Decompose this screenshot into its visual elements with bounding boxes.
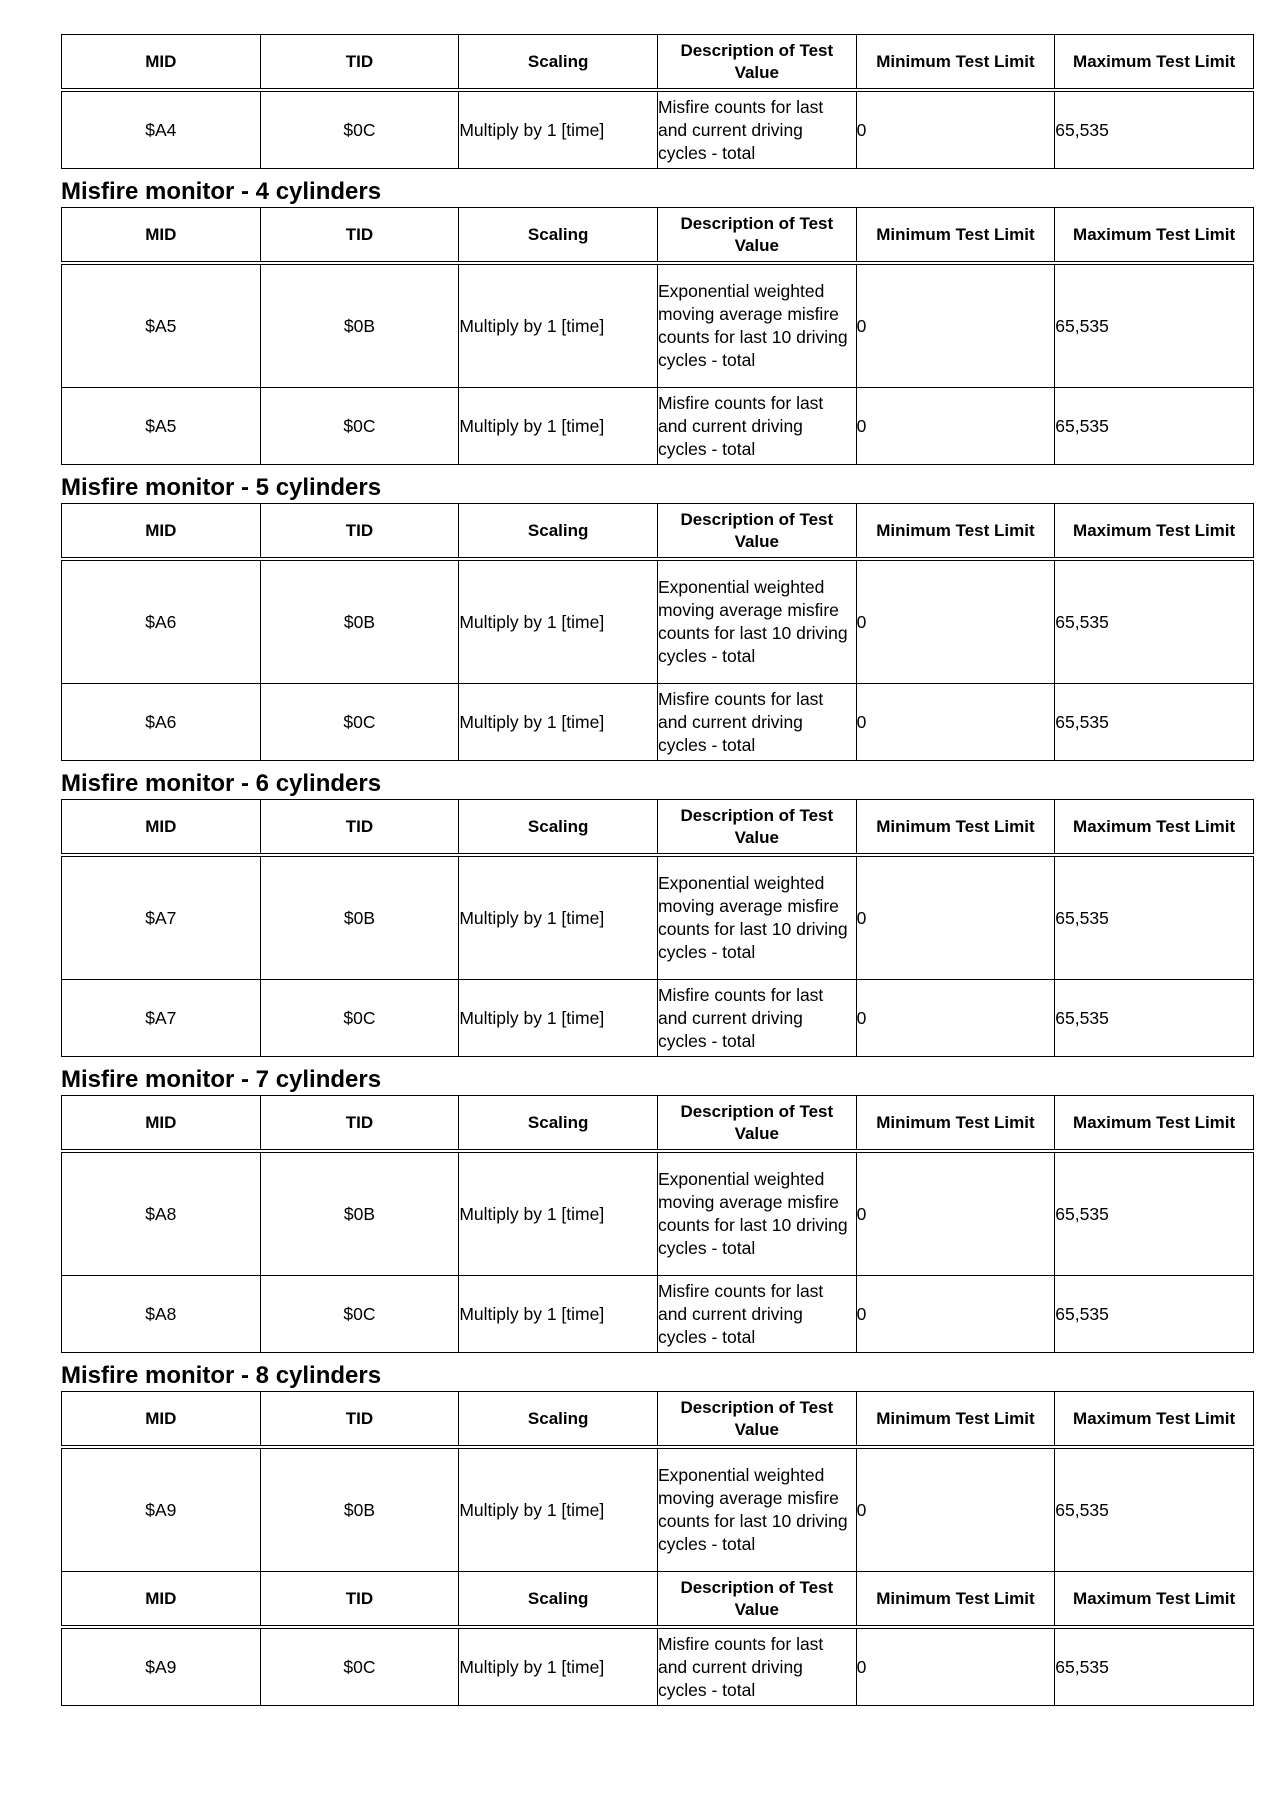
tid-cell: $0B [260, 263, 459, 388]
max-limit-cell: 65,535 [1055, 90, 1254, 169]
tid-cell: $0B [260, 1447, 459, 1572]
mid-header: MID [62, 35, 261, 91]
description-header: Description of Test Value [657, 1572, 856, 1628]
scaling-header: Scaling [459, 800, 658, 856]
scaling-header: Scaling [459, 1392, 658, 1448]
min-limit-header: Minimum Test Limit [856, 1096, 1055, 1152]
scaling-cell: Multiply by 1 [time] [459, 559, 658, 684]
scaling-cell: Multiply by 1 [time] [459, 1151, 658, 1276]
max-limit-cell: 65,535 [1055, 855, 1254, 980]
mid-header: MID [62, 1096, 261, 1152]
max-limit-cell: 65,535 [1055, 1151, 1254, 1276]
tid-header: TID [260, 1392, 459, 1448]
scaling-header: Scaling [459, 1572, 658, 1628]
table-row [62, 559, 1254, 684]
description-header: Description of Test Value [657, 208, 856, 264]
test-limits-table [61, 34, 1254, 169]
scaling-header: Scaling [459, 35, 658, 91]
section-title: Misfire monitor - 8 cylinders [61, 1362, 382, 1389]
tid-header: TID [260, 504, 459, 560]
min-limit-header: Minimum Test Limit [856, 1572, 1055, 1628]
max-limit-cell: 65,535 [1055, 1627, 1254, 1706]
max-limit-header: Maximum Test Limit [1055, 208, 1254, 264]
description-header: Description of Test Value [657, 800, 856, 856]
test-limits-table [61, 207, 1254, 465]
description-cell: Misfire counts for last and current driving cycles - total [657, 388, 856, 465]
max-limit-header: Maximum Test Limit [1055, 504, 1254, 560]
description-cell: Misfire counts for last and current driving cycles - total [657, 1627, 856, 1706]
mid-cell: $A4 [62, 90, 261, 169]
tid-cell: $0C [260, 1276, 459, 1353]
mid-cell: $A9 [62, 1447, 261, 1572]
table-header-row [62, 35, 1254, 91]
min-limit-cell: 0 [856, 980, 1055, 1057]
tid-header: TID [260, 208, 459, 264]
description-cell: Misfire counts for last and current driving cycles - total [657, 980, 856, 1057]
mid-cell: $A6 [62, 559, 261, 684]
tid-cell: $0C [260, 388, 459, 465]
table-row [62, 90, 1254, 169]
mid-header: MID [62, 1392, 261, 1448]
table-row [62, 684, 1254, 761]
document-page [61, 34, 1253, 1706]
mid-cell: $A5 [62, 388, 261, 465]
description-cell: Exponential weighted moving average misfire counts for last 10 driving cycles - total [657, 559, 856, 684]
scaling-cell: Multiply by 1 [time] [459, 684, 658, 761]
description-header: Description of Test Value [657, 1096, 856, 1152]
scaling-cell: Multiply by 1 [time] [459, 90, 658, 169]
mid-header: MID [62, 208, 261, 264]
max-limit-header: Maximum Test Limit [1055, 1572, 1254, 1628]
mid-cell: $A8 [62, 1276, 261, 1353]
description-cell: Misfire counts for last and current driving cycles - total [657, 684, 856, 761]
min-limit-cell: 0 [856, 90, 1055, 169]
min-limit-cell: 0 [856, 1627, 1055, 1706]
scaling-cell: Multiply by 1 [time] [459, 1276, 658, 1353]
tid-header: TID [260, 800, 459, 856]
scaling-header: Scaling [459, 504, 658, 560]
table-header-row [62, 1572, 1254, 1628]
table-row [62, 1447, 1254, 1572]
scaling-header: Scaling [459, 1096, 658, 1152]
section-title: Misfire monitor - 4 cylinders [61, 178, 382, 205]
table-row [62, 855, 1254, 980]
min-limit-header: Minimum Test Limit [856, 35, 1055, 91]
scaling-cell: Multiply by 1 [time] [459, 980, 658, 1057]
scaling-cell: Multiply by 1 [time] [459, 388, 658, 465]
tid-cell: $0C [260, 980, 459, 1057]
table-header-row [62, 504, 1254, 560]
table-row [62, 1276, 1254, 1353]
max-limit-cell: 65,535 [1055, 559, 1254, 684]
mid-header: MID [62, 1572, 261, 1628]
description-cell: Exponential weighted moving average misfire counts for last 10 driving cycles - total [657, 855, 856, 980]
tid-header: TID [260, 1572, 459, 1628]
description-header: Description of Test Value [657, 35, 856, 91]
max-limit-cell: 65,535 [1055, 684, 1254, 761]
min-limit-header: Minimum Test Limit [856, 800, 1055, 856]
test-limits-table [61, 1391, 1254, 1706]
min-limit-cell: 0 [856, 855, 1055, 980]
tid-cell: $0B [260, 1151, 459, 1276]
test-limits-table [61, 503, 1254, 761]
tid-cell: $0C [260, 1627, 459, 1706]
max-limit-cell: 65,535 [1055, 1276, 1254, 1353]
max-limit-header: Maximum Test Limit [1055, 1392, 1254, 1448]
min-limit-cell: 0 [856, 1276, 1055, 1353]
mid-cell: $A6 [62, 684, 261, 761]
tid-header: TID [260, 35, 459, 91]
mid-header: MID [62, 800, 261, 856]
max-limit-cell: 65,535 [1055, 980, 1254, 1057]
min-limit-cell: 0 [856, 1151, 1055, 1276]
min-limit-header: Minimum Test Limit [856, 208, 1055, 264]
scaling-cell: Multiply by 1 [time] [459, 1447, 658, 1572]
table-row [62, 980, 1254, 1057]
scaling-cell: Multiply by 1 [time] [459, 263, 658, 388]
min-limit-cell: 0 [856, 263, 1055, 388]
section-title: Misfire monitor - 5 cylinders [61, 474, 382, 501]
scaling-cell: Multiply by 1 [time] [459, 855, 658, 980]
description-cell: Misfire counts for last and current driving cycles - total [657, 1276, 856, 1353]
table-header-row [62, 1392, 1254, 1448]
section-title: Misfire monitor - 7 cylinders [61, 1066, 382, 1093]
test-limits-table [61, 799, 1254, 1057]
table-header-row [62, 1096, 1254, 1152]
scaling-header: Scaling [459, 208, 658, 264]
min-limit-cell: 0 [856, 388, 1055, 465]
mid-cell: $A5 [62, 263, 261, 388]
tid-cell: $0C [260, 684, 459, 761]
min-limit-cell: 0 [856, 559, 1055, 684]
table-row [62, 1151, 1254, 1276]
mid-cell: $A8 [62, 1151, 261, 1276]
tid-header: TID [260, 1096, 459, 1152]
min-limit-cell: 0 [856, 684, 1055, 761]
test-limits-table [61, 1095, 1254, 1353]
description-cell: Misfire counts for last and current driving cycles - total [657, 90, 856, 169]
scaling-cell: Multiply by 1 [time] [459, 1627, 658, 1706]
max-limit-cell: 65,535 [1055, 263, 1254, 388]
description-cell: Exponential weighted moving average misfire counts for last 10 driving cycles - total [657, 1151, 856, 1276]
table-header-row [62, 800, 1254, 856]
min-limit-header: Minimum Test Limit [856, 1392, 1055, 1448]
min-limit-cell: 0 [856, 1447, 1055, 1572]
max-limit-cell: 65,535 [1055, 1447, 1254, 1572]
max-limit-header: Maximum Test Limit [1055, 35, 1254, 91]
description-cell: Exponential weighted moving average misfire counts for last 10 driving cycles - total [657, 263, 856, 388]
max-limit-cell: 65,535 [1055, 388, 1254, 465]
min-limit-header: Minimum Test Limit [856, 504, 1055, 560]
mid-header: MID [62, 504, 261, 560]
description-cell: Exponential weighted moving average misfire counts for last 10 driving cycles - total [657, 1447, 856, 1572]
tid-cell: $0B [260, 559, 459, 684]
description-header: Description of Test Value [657, 504, 856, 560]
table-row [62, 263, 1254, 388]
mid-cell: $A7 [62, 855, 261, 980]
section-title: Misfire monitor - 6 cylinders [61, 770, 382, 797]
tid-cell: $0B [260, 855, 459, 980]
max-limit-header: Maximum Test Limit [1055, 1096, 1254, 1152]
table-row [62, 1627, 1254, 1706]
table-row [62, 388, 1254, 465]
description-header: Description of Test Value [657, 1392, 856, 1448]
tid-cell: $0C [260, 90, 459, 169]
mid-cell: $A7 [62, 980, 261, 1057]
mid-cell: $A9 [62, 1627, 261, 1706]
table-header-row [62, 208, 1254, 264]
max-limit-header: Maximum Test Limit [1055, 800, 1254, 856]
